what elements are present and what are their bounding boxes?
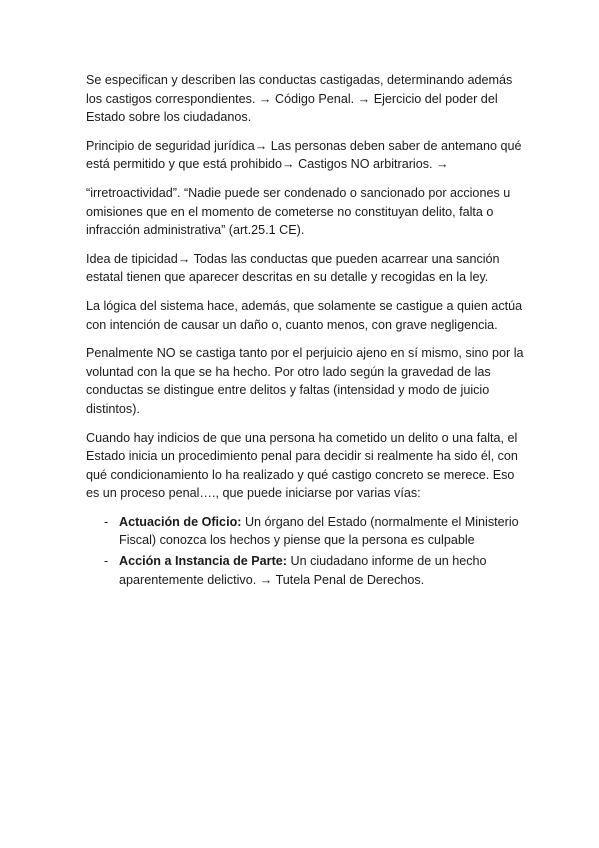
paragraph-voluntad: Penalmente NO se castiga tanto por el perjuicio ajeno en sí mismo, sino por la voluntad con la que se ha hecho. Por otro lado según la gravedad de las conductas se distingue entre delitos y faltas (intensidad y modo de juicio distintos).: [86, 346, 524, 416]
list-dash: -: [104, 554, 109, 569]
document-body: [86, 71, 526, 591]
paragraph-proceso-penal: Cuando hay indicios de que una persona ha cometido un delito o una falta, el Estado inicia un procedimiento penal para decidir si realmente ha sido él, con qué condicionamiento lo ha realizado y qué castigo concreto se merece. Eso es un proceso penal…., que puede iniciarse por varias vías:: [86, 430, 518, 501]
list-text: Un ciudadano informe de un hecho aparentemente delictivo. → Tutela Penal de Derechos.: [119, 554, 487, 587]
list-dash: -: [104, 514, 109, 529]
paragraph-seguridad-juridica: Principio de seguridad jurídica→ Las personas deben saber de antemano qué está permitido y que está prohibido→ Castigos NO arbitrarios. →: [86, 138, 522, 172]
list-term: Acción a Instancia de Parte:: [119, 554, 287, 569]
paragraph-logica-sistema: La lógica del sistema hace, además, que solamente se castigue a quien actúa con intención de causar un daño o, cuanto menos, con grave negligencia.: [86, 298, 523, 332]
paragraph-codigo-penal: Se especifican y describen las conductas castigadas, determinando además los castigos correspondientes. → Código Penal. → Ejercicio del poder del Estado sobre los ciudadanos.: [86, 73, 513, 125]
list-term: Actuación de Oficio:: [119, 514, 242, 529]
list-item-oficio: [86, 513, 526, 550]
list-text: Un órgano del Estado (normalmente el Ministerio Fiscal) conozca los hechos y piense que la persona es culpable: [119, 514, 519, 548]
paragraph-tipicidad: Idea de tipicidad→ Todas las conductas que pueden acarrear una sanción estatal tienen que aparecer descritas en su detalle y recogidas en la ley.: [86, 251, 500, 285]
paragraph-irretroactividad: “irretroactividad”. “Nadie puede ser condenado o sancionado por acciones u omisiones que en el momento de cometerse no constituyan delito, falta o infracción administrativa” (art.25.1 CE).: [86, 185, 511, 238]
list-item-instancia-parte: [86, 552, 526, 589]
vias-list: [86, 513, 526, 589]
